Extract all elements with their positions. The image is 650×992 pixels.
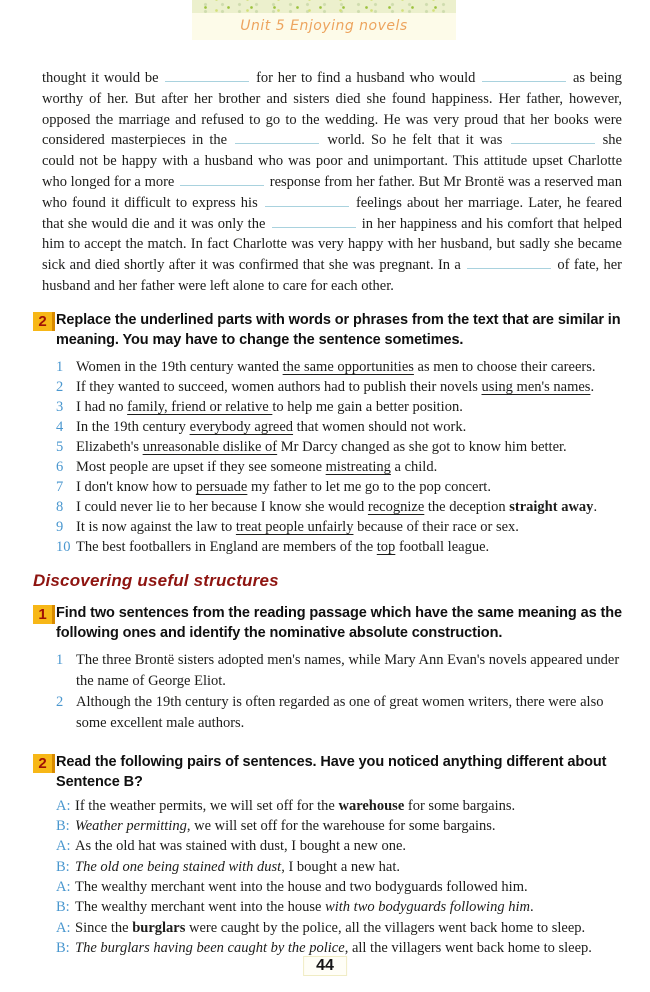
item-number: 6 (56, 458, 64, 475)
fill-in-blank (265, 194, 349, 207)
text-segment: the deception (424, 498, 510, 515)
text-segment: , I bought a new hat. (281, 858, 401, 875)
structures-section-heading: Discovering useful structures (33, 570, 279, 590)
item-text (75, 879, 528, 895)
text-segment: unreasonable dislike of (142, 438, 278, 455)
text-segment: Weather permitting (75, 818, 187, 835)
list-item (56, 437, 638, 457)
text-segment: the same opportunities (282, 358, 414, 375)
exercise-replace (33, 310, 638, 557)
ab-sentence-list (56, 796, 638, 958)
item-text (76, 499, 597, 515)
text-segment: Elizabeth's (76, 438, 143, 455)
fill-in-blank (235, 131, 319, 144)
item-number: 9 (56, 518, 64, 535)
item-number: 2 (56, 693, 64, 710)
sentence-label: B: (56, 939, 70, 956)
banner-decorative-strip (192, 0, 456, 13)
text-segment: treat people unfairly (235, 518, 354, 535)
item-text (76, 439, 567, 455)
page-number: 44 (303, 956, 347, 976)
text-segment: using men's names (481, 378, 591, 395)
text-segment: for some bargains. (404, 797, 516, 814)
exercise-find (33, 603, 638, 734)
text-segment: in her happiness and his comfort that helped him to accept the match. In fact Charlotte was very happy with her husband, but sadly she became sick and died shortly after it was confirmed that she was pregnant. In a (42, 215, 622, 274)
list-item (56, 796, 638, 816)
text-segment: mistreating (325, 458, 391, 475)
replace-list (56, 357, 638, 557)
fill-in-blank (511, 131, 595, 144)
sentence-label: B: (56, 899, 70, 916)
sentence-label: A: (56, 878, 71, 895)
item-number: 1 (56, 358, 64, 375)
text-segment: were caught by the police, all the villagers went back home to sleep. (185, 919, 586, 936)
item-text (76, 652, 619, 689)
item-number: 8 (56, 498, 64, 515)
list-item (56, 692, 628, 734)
exercise-heading: Read the following pairs of sentences. Have you noticed anything different about Sentence B? (56, 753, 607, 791)
fill-in-blank (272, 215, 356, 228)
list-item (56, 377, 638, 397)
page-content (0, 68, 650, 958)
sentence-label: A: (56, 838, 71, 855)
exercise-number-badge: 2 (33, 754, 55, 773)
text-segment: response from her father. But Mr Brontë was a reserved man who found it difficult to express his (42, 173, 622, 211)
unit-banner (192, 0, 456, 40)
text-segment: feelings about her marriage. Later, he feared that she would die and it was only the (42, 194, 622, 232)
text-segment: she could not be happy with a husband who was poor and unimportant. This attitude upset Charlotte who longed for a more (42, 132, 622, 190)
text-segment: world. So he felt that it was (321, 132, 509, 149)
list-item (56, 650, 628, 692)
text-segment: that women should not work. (293, 418, 467, 435)
text-segment: The burglars having been caught by the police (75, 939, 345, 956)
item-text (76, 379, 594, 395)
list-item (56, 497, 638, 517)
text-segment: If they wanted to succeed, women authors had to publish their novels (76, 378, 482, 395)
text-segment: Most people are upset if they see someone (76, 458, 326, 475)
intro-paragraph (42, 68, 622, 297)
exercise-number-badge: 1 (33, 605, 55, 624)
item-text (76, 694, 603, 731)
text-segment: a child. (390, 458, 438, 475)
item-text (75, 818, 496, 834)
list-item (56, 877, 638, 897)
text-segment: I could never lie to her because I know she would (76, 498, 368, 515)
text-segment: . (593, 498, 598, 515)
text-segment: warehouse (338, 797, 405, 814)
sentence-label: B: (56, 818, 70, 835)
sentence-label: A: (56, 797, 71, 814)
item-number: 10 (56, 538, 71, 555)
list-item (56, 397, 638, 417)
item-text (75, 940, 592, 956)
exercise-read (33, 752, 638, 958)
fill-in-blank (180, 173, 264, 186)
list-item (56, 477, 638, 497)
text-segment: , we will set off for the warehouse for some bargains. (186, 818, 496, 835)
sentence-label: A: (56, 919, 71, 936)
text-segment: as men to choose their careers. (413, 358, 596, 375)
text-segment: of fate, her husband and her father were left alone to care for each other. (42, 257, 623, 294)
item-text (76, 479, 491, 495)
item-number: 5 (56, 438, 64, 455)
text-segment: . (529, 899, 534, 916)
list-item (56, 357, 638, 377)
item-text (76, 459, 437, 475)
text-segment: It is now against the law to (76, 518, 236, 535)
text-segment: If the weather permits, we will set off for the (75, 797, 339, 814)
exercise-heading: Find two sentences from the reading passage which have the same meaning as the following ones and identify the nominative absolute construction. (56, 604, 622, 642)
exercise-heading: Replace the underlined parts with words or phrases from the text that are similar in meaning. You may have to change the sentence sometimes. (56, 311, 621, 349)
text-segment: recognize (367, 498, 425, 515)
list-item (56, 816, 638, 836)
text-segment: The three Brontë sisters adopted men's names, while Mary Ann Evan's novels appeared under the name of George Eliot. (76, 651, 620, 689)
text-segment: for her to find a husband who would (251, 70, 481, 86)
text-segment: with two bodyguards following him (325, 899, 530, 916)
text-segment: Since the (75, 919, 133, 936)
item-number: 4 (56, 418, 64, 435)
text-segment: football league. (395, 538, 490, 555)
text-segment: burglars (132, 919, 186, 936)
text-segment: The old one being stained with dust (75, 858, 282, 875)
text-segment: persuade (195, 478, 248, 495)
item-text (75, 899, 534, 915)
unit-title: Unit 5 Enjoying novels (192, 13, 456, 40)
item-text (76, 539, 489, 555)
item-number: 1 (56, 651, 64, 668)
text-segment: The best footballers in England are members of the (76, 538, 377, 555)
text-segment: because of their race or sex. (353, 518, 519, 535)
text-segment: . (590, 378, 595, 395)
fill-in-blank (482, 69, 566, 82)
text-segment: Women in the 19th century wanted (76, 358, 283, 375)
item-number: 3 (56, 398, 64, 415)
list-item (56, 457, 638, 477)
fill-in-blank (467, 256, 551, 269)
list-item (56, 417, 638, 437)
list-item (56, 836, 638, 856)
text-segment: In the 19th century (76, 418, 190, 435)
item-text (76, 359, 595, 375)
list-item (56, 938, 638, 958)
list-item (56, 897, 638, 917)
item-number: 2 (56, 378, 64, 395)
text-segment: The wealthy merchant went into the house (75, 899, 326, 916)
item-text (76, 419, 466, 435)
item-text (76, 399, 463, 415)
list-item (56, 857, 638, 877)
text-segment: I had no (76, 398, 128, 415)
text-segment: As the old hat was stained with dust, I bought a new one. (75, 838, 407, 855)
fill-in-blank (165, 69, 249, 82)
sentence-label: B: (56, 858, 70, 875)
text-segment: to help me gain a better position. (272, 398, 463, 415)
item-text (75, 838, 406, 854)
list-item (56, 918, 638, 938)
text-segment: thought it would be (42, 70, 164, 86)
item-text (76, 519, 519, 535)
list-item (56, 537, 638, 557)
text-segment: The wealthy merchant went into the house and two bodyguards followed him. (75, 878, 528, 895)
text-segment: I don't know how to (76, 478, 196, 495)
item-number: 7 (56, 478, 64, 495)
item-text (75, 920, 585, 936)
text-segment: Although the 19th century is often regarded as one of great women writers, there were also some excellent male authors. (76, 693, 604, 731)
list-item (56, 517, 638, 537)
exercise-number-badge: 2 (33, 312, 55, 331)
item-text (75, 798, 515, 814)
text-segment: top (376, 538, 396, 555)
text-segment: everybody agreed (189, 418, 294, 435)
text-segment: my father to let me go to the pop concert. (247, 478, 491, 495)
text-segment: Mr Darcy changed as she got to know him better. (277, 438, 567, 455)
item-text (75, 859, 400, 875)
text-segment: , all the villagers went back home to sleep. (344, 939, 592, 956)
text-segment: as being worthy of her. But after her brother and sisters died she found happiness. Her father, however, opposed the marriage and refused to go to the wedding. He was very proud that her books were considered masterpieces in the (42, 70, 622, 149)
text-segment: family, friend or relative (127, 398, 273, 415)
text-segment: straight away (509, 498, 594, 515)
find-list (56, 650, 638, 734)
